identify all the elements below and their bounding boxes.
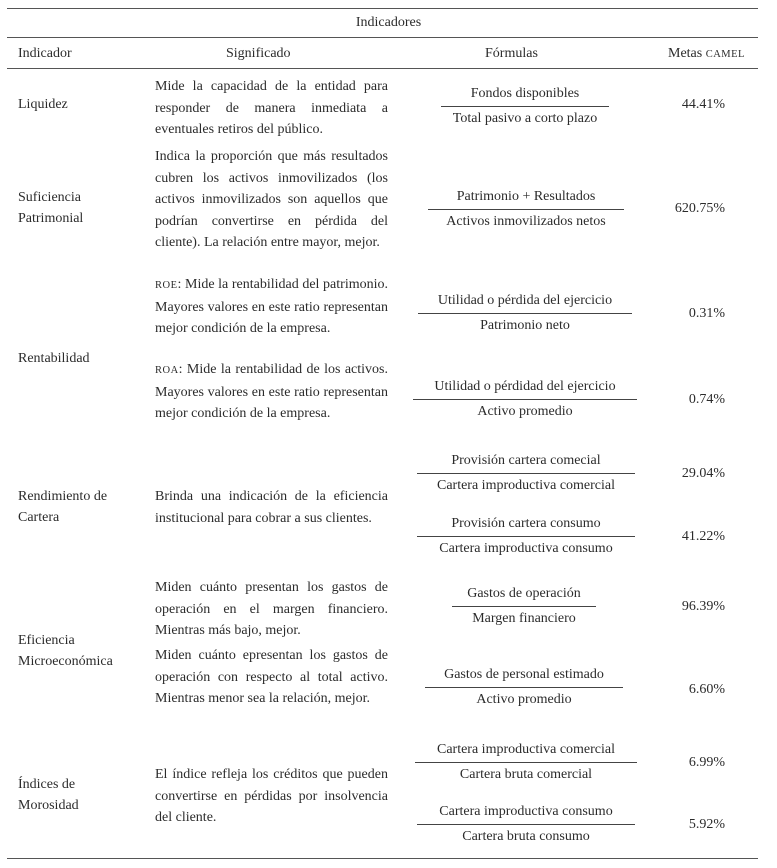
fraction-bar [417, 473, 635, 474]
indicator-eficiencia-line1: Eficiencia [18, 633, 75, 648]
desc-suficiencia: Indica la proporción que más resultados cubren los activos inmovilizados (los activos inmovilizados son aquellos que podrían convertirse en pérdida del cliente). La relación entre mayor, mejor. [155, 149, 388, 250]
formula-denominator: Cartera bruta comercial [459, 767, 593, 782]
indicator-suficiencia-line1: Suficiencia [18, 190, 81, 205]
indicator-morosidad-line1: Índices de [18, 777, 76, 792]
fraction-bar [418, 313, 632, 314]
formula-denominator: Activos inmovilizados netos [446, 214, 606, 229]
abbr-roe: ROE [155, 280, 178, 291]
desc-rendimiento: Brinda una indicación de la eficiencia institucional para cobrar a sus clientes. [155, 489, 388, 526]
formula-eficiencia-1 [452, 584, 596, 629]
fraction-bar [441, 106, 609, 107]
formula-denominator: Cartera bruta consumo [462, 829, 590, 844]
header-metas-camel: CAMEL [705, 49, 745, 60]
table-top-rule [7, 8, 758, 9]
formula-numerator: Gastos de personal estimado [444, 667, 604, 682]
formula-numerator: Patrimonio + Resultados [456, 189, 596, 204]
formula-denominator: Cartera improductiva comercial [436, 478, 616, 493]
meta-eficiencia-1: 96.39% [681, 599, 725, 614]
fraction-bar [417, 824, 635, 825]
fraction-bar [425, 687, 623, 688]
fraction-bar [417, 536, 635, 537]
table-bottom-rule [7, 858, 758, 859]
desc-eficiencia-2: Miden cuánto epresentan los gastos de operación con respecto al total activo. Mientras menor sea la relación, mejor. [155, 648, 388, 706]
formula-denominator: Activo promedio [476, 692, 572, 707]
fraction-bar [428, 209, 624, 210]
formula-rendimiento-comercial [417, 451, 635, 496]
formula-numerator: Fondos disponibles [470, 86, 580, 101]
formula-denominator: Margen financiero [472, 611, 576, 626]
meta-rendimiento-consumo: 41.22% [681, 529, 725, 544]
formula-numerator: Provisión cartera consumo [451, 516, 601, 531]
indicator-rentabilidad: Rentabilidad [18, 351, 90, 366]
formula-denominator: Total pasivo a corto plazo [452, 111, 598, 126]
formula-liquidez [441, 84, 609, 129]
formula-rendimiento-consumo [417, 514, 635, 559]
desc-roa [155, 359, 388, 425]
meta-rendimiento-comercial: 29.04% [681, 466, 725, 481]
meta-morosidad-consumo: 5.92% [688, 817, 725, 832]
caption-rule [7, 37, 758, 38]
formula-denominator: Activo promedio [477, 404, 573, 419]
indicator-rendimiento-line2: Cartera [18, 510, 60, 525]
formula-suficiencia [428, 187, 624, 232]
formula-numerator: Provisión cartera comecial [451, 453, 601, 468]
meta-suficiencia: 620.75% [674, 201, 725, 216]
indicator-morosidad-line2: Morosidad [18, 798, 79, 813]
header-rule [7, 68, 758, 69]
fraction-bar [413, 399, 637, 400]
indicator-liquidez: Liquidez [18, 97, 68, 112]
formula-denominator: Patrimonio neto [480, 318, 570, 333]
formula-numerator: Utilidad o pérdida del ejercicio [437, 293, 613, 308]
formula-numerator: Utilidad o pérdidad del ejercicio [434, 379, 616, 394]
meta-liquidez: 44.41% [681, 97, 725, 112]
header-formulas: Fórmulas [485, 46, 538, 61]
table-caption: Indicadores [355, 15, 422, 30]
formula-morosidad-comercial [415, 740, 637, 785]
formula-numerator: Cartera improductiva comercial [436, 742, 616, 757]
desc-liquidez: Mide la capacidad de la entidad para responder de manera inmediata a eventuales retiros del público. [155, 79, 388, 137]
meta-roe: 0.31% [688, 306, 725, 321]
meta-eficiencia-2: 6.60% [688, 682, 725, 697]
header-metas-text: Metas [668, 46, 703, 61]
fraction-bar [415, 762, 637, 763]
meta-morosidad-comercial: 6.99% [688, 755, 725, 770]
abbr-roa: ROA [155, 365, 179, 376]
desc-roe-text: : Mide la rentabilidad del patrimonio. Mayores valores en este ratio representan mejor condición de la empresa. [155, 277, 388, 336]
meta-roa: 0.74% [688, 392, 725, 407]
header-indicador: Indicador [18, 46, 72, 61]
formula-eficiencia-2 [425, 665, 623, 710]
header-metas [668, 43, 745, 65]
formula-numerator: Gastos de operación [467, 586, 581, 601]
desc-eficiencia-1: Miden cuánto presentan los gastos de operación en el margen financiero. Mientras más bajo, mejor. [155, 580, 388, 638]
formula-denominator: Cartera improductiva consumo [439, 541, 613, 556]
desc-roa-text: : Mide la rentabilidad de los activos. Mayores valores en este ratio representan mejor condición de la empresa. [155, 362, 388, 421]
fraction-bar [452, 606, 596, 607]
formula-roa [413, 377, 637, 422]
formula-roe [418, 291, 632, 336]
indicator-rendimiento-line1: Rendimiento de [18, 489, 108, 504]
formula-numerator: Cartera improductiva consumo [439, 804, 613, 819]
indicator-eficiencia-line2: Microeconómica [18, 654, 113, 669]
indicator-suficiencia-line2: Patrimonial [18, 211, 84, 226]
formula-morosidad-consumo [417, 802, 635, 847]
header-significado: Significado [226, 46, 291, 61]
desc-morosidad: El índice refleja los créditos que pueden convertirse en pérdidas por insolvencia del cliente. [155, 767, 388, 825]
desc-roe [155, 274, 388, 340]
